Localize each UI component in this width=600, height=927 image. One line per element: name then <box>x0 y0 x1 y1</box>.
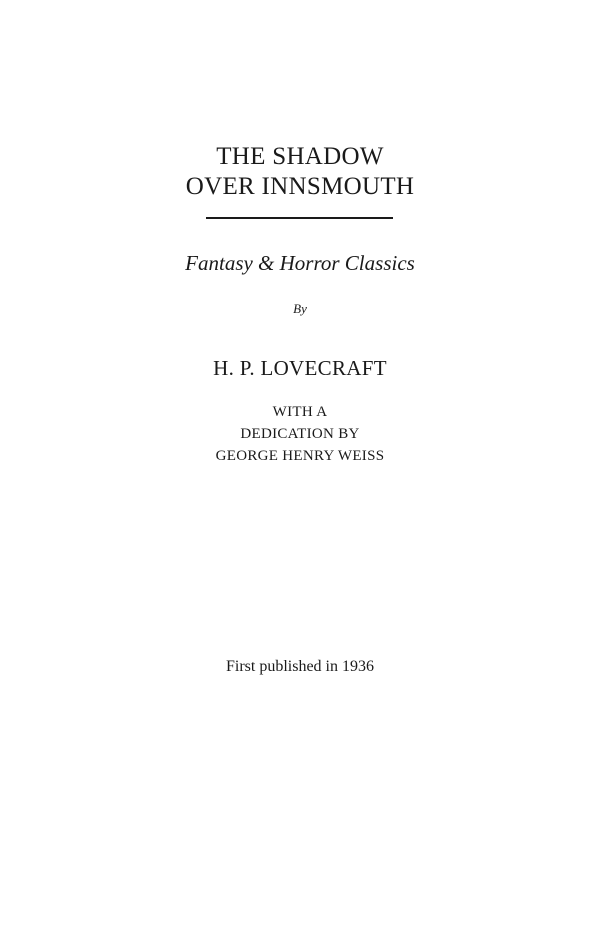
book-title-line-1: THE SHADOW <box>216 143 384 170</box>
by-label: By <box>293 301 307 316</box>
dedication-line-2: DEDICATION BY <box>240 426 360 442</box>
dedication-line-1: WITH A <box>272 404 328 420</box>
publication-note: First published in 1936 <box>225 658 374 675</box>
title-divider <box>206 217 393 219</box>
author-name: H. P. LOVECRAFT <box>213 356 387 380</box>
book-title-line-2: OVER INNSMOUTH <box>185 173 415 200</box>
dedication-line-3: GEORGE HENRY WEISS <box>215 448 385 464</box>
series-name: Fantasy & Horror Classics <box>185 251 415 275</box>
